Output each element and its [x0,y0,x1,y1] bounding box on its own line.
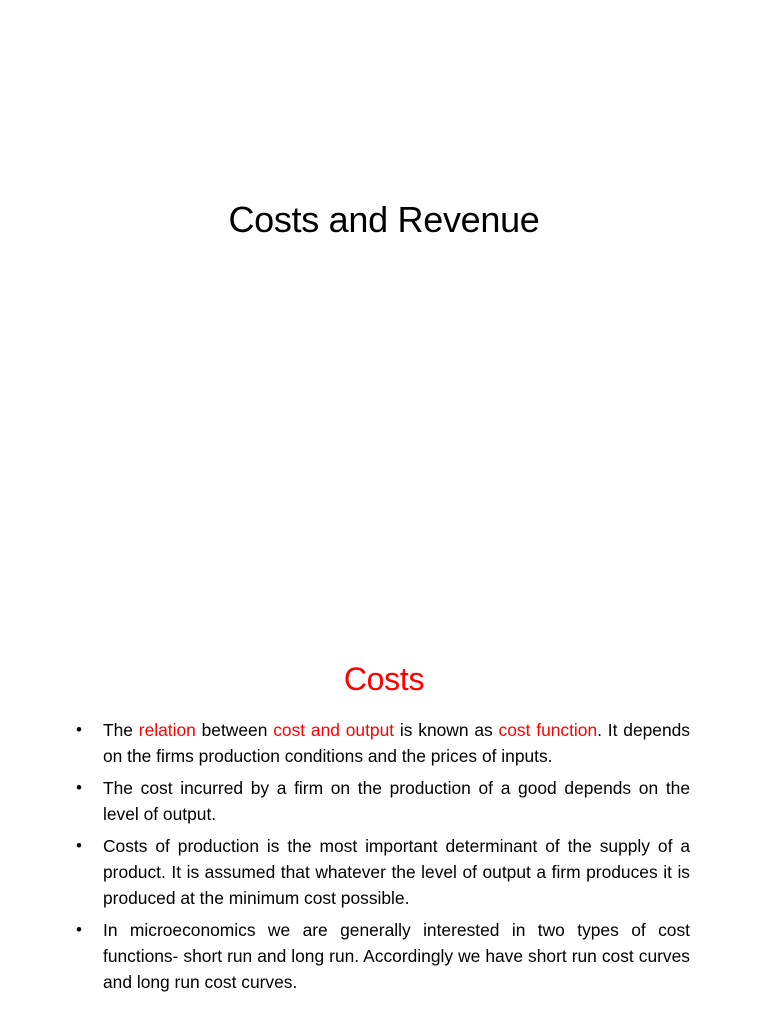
bullet-text-segment: is known as [394,720,499,740]
bullet-item-cost-incurred [76,775,690,827]
bullet-list [76,717,690,1001]
slide-title: Costs and Revenue [228,199,540,240]
highlight-relation: relation [138,720,196,740]
highlight-cost-and-output: cost and output [273,720,395,740]
bullet-text-segment: The [103,720,139,740]
highlight-cost-function: cost function [498,720,598,740]
bullet-dot-icon: • [76,720,82,739]
costs-heading: Costs [343,661,425,697]
bullet-text-segment: . It depends on the firms production conditions and the prices of inputs. [103,720,690,766]
bullet-text-segment: between [195,720,274,740]
bullet-dot-icon: • [76,920,82,939]
title-slide [0,200,768,590]
costs-slide [0,655,768,1024]
bullet-item-cost-function [76,717,690,769]
bullet-text: The cost incurred by a firm on the production of a good depends on the level of output. [103,778,690,824]
bullet-item-costs-of-production [76,833,690,911]
bullet-text: Costs of production is the most important determinant of the supply of a product. It is assumed that whatever the level of output a firm produces it is produced at the minimum cost possible. [103,836,690,908]
bullet-dot-icon: • [76,778,82,797]
bullet-dot-icon: • [76,836,82,855]
bullet-item-microeconomics [76,917,690,995]
bullet-text: In microeconomics we are generally interested in two types of cost functions- short run and long run. Accordingly we have short run cost curves and long run cost curves. [103,920,690,992]
